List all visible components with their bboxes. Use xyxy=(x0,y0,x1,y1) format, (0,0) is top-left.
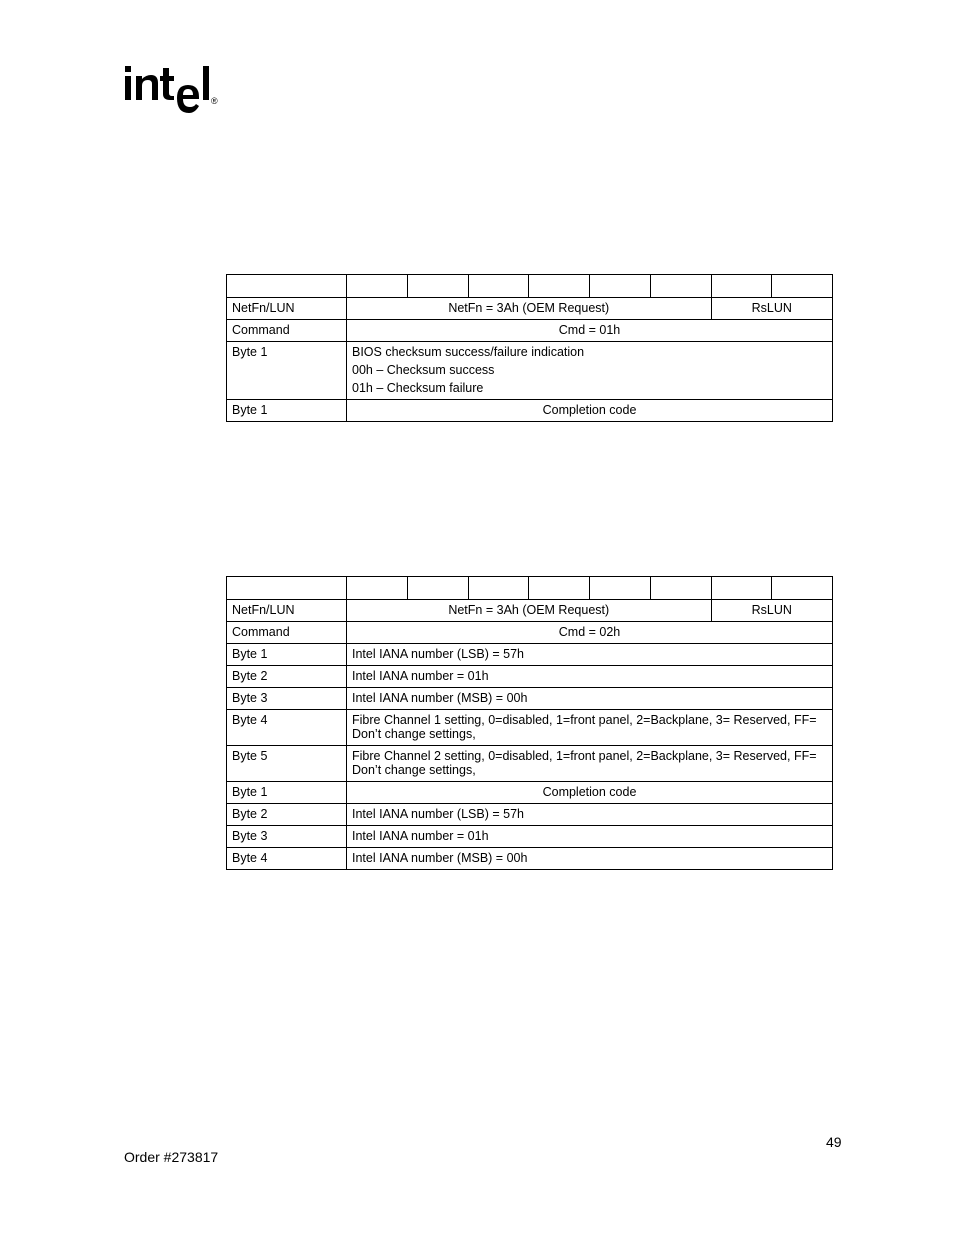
row-label: Byte 1 xyxy=(227,342,347,400)
table-row xyxy=(227,320,833,342)
value-cell: Intel IANA number (MSB) = 00h xyxy=(347,688,833,710)
table-row xyxy=(227,644,833,666)
bit-cell xyxy=(650,275,711,298)
bit-cell xyxy=(407,577,468,600)
table-row xyxy=(227,782,833,804)
completion-code-cell: Completion code xyxy=(347,782,833,804)
bit-cell xyxy=(468,275,529,298)
registered-mark: ® xyxy=(211,96,218,106)
table-row xyxy=(227,688,833,710)
bit-cell xyxy=(529,577,590,600)
bit-header-row xyxy=(227,577,833,600)
intel-logo-icon xyxy=(122,58,222,118)
intel-logo xyxy=(122,58,222,118)
table-row xyxy=(227,710,833,746)
row-label: Byte 2 xyxy=(227,804,347,826)
row-label: Byte 5 xyxy=(227,746,347,782)
table-row xyxy=(227,622,833,644)
row-label: Byte 3 xyxy=(227,688,347,710)
row-label: Command xyxy=(227,320,347,342)
bit-cell xyxy=(590,577,651,600)
table-row xyxy=(227,400,833,422)
bit-cell xyxy=(711,275,772,298)
header-cell xyxy=(227,577,347,600)
row-label: Command xyxy=(227,622,347,644)
completion-code-cell: Completion code xyxy=(347,400,833,422)
cell-line: BIOS checksum success/failure indication xyxy=(352,345,585,359)
bit-header-row xyxy=(227,275,833,298)
bit-cell xyxy=(407,275,468,298)
row-label: NetFn/LUN xyxy=(227,600,347,622)
netfn-cell: NetFn = 3Ah (OEM Request) xyxy=(347,298,712,320)
bit-cell xyxy=(772,577,833,600)
table-row xyxy=(227,804,833,826)
table-row xyxy=(227,826,833,848)
row-label: Byte 1 xyxy=(227,400,347,422)
row-label: Byte 4 xyxy=(227,710,347,746)
bit-cell xyxy=(468,577,529,600)
bit-cell xyxy=(711,577,772,600)
header-cell xyxy=(227,275,347,298)
command-cell: Cmd = 02h xyxy=(347,622,833,644)
bit-cell xyxy=(347,275,408,298)
page-number: 49 xyxy=(826,1134,842,1150)
cell-line: 01h – Checksum failure xyxy=(352,381,484,395)
command-cell: Cmd = 01h xyxy=(347,320,833,342)
row-label: NetFn/LUN xyxy=(227,298,347,320)
bit-cell xyxy=(650,577,711,600)
value-cell: Intel IANA number (LSB) = 57h xyxy=(347,804,833,826)
request-byte-cell xyxy=(347,342,833,400)
row-label: Byte 3 xyxy=(227,826,347,848)
table-row xyxy=(227,848,833,870)
value-cell: Intel IANA number (LSB) = 57h xyxy=(347,644,833,666)
bit-cell xyxy=(347,577,408,600)
order-number: Order #273817 xyxy=(124,1149,219,1165)
netfn-cell: NetFn = 3Ah (OEM Request) xyxy=(347,600,712,622)
bios-checksum-command-table xyxy=(226,274,833,422)
row-label: Byte 1 xyxy=(227,782,347,804)
table-row xyxy=(227,298,833,320)
cell-line: 00h – Checksum success xyxy=(352,363,495,377)
row-label: Byte 2 xyxy=(227,666,347,688)
bit-cell xyxy=(772,275,833,298)
value-cell: Intel IANA number = 01h xyxy=(347,666,833,688)
value-cell: Intel IANA number (MSB) = 00h xyxy=(347,848,833,870)
value-cell: Intel IANA number = 01h xyxy=(347,826,833,848)
value-cell: Fibre Channel 1 setting, 0=disabled, 1=front panel, 2=Backplane, 3= Reserved, FF= Don’t change settings, xyxy=(347,710,833,746)
value-cell: Fibre Channel 2 setting, 0=disabled, 1=front panel, 2=Backplane, 3= Reserved, FF= Don’t change settings, xyxy=(347,746,833,782)
row-label: Byte 1 xyxy=(227,644,347,666)
bit-cell xyxy=(529,275,590,298)
table-row xyxy=(227,746,833,782)
bit-cell xyxy=(590,275,651,298)
row-label: Byte 4 xyxy=(227,848,347,870)
table-row xyxy=(227,666,833,688)
rslun-cell: RsLUN xyxy=(711,298,833,320)
table-row xyxy=(227,600,833,622)
fibre-channel-command-table xyxy=(226,576,833,870)
rslun-cell: RsLUN xyxy=(711,600,833,622)
table-row xyxy=(227,342,833,400)
